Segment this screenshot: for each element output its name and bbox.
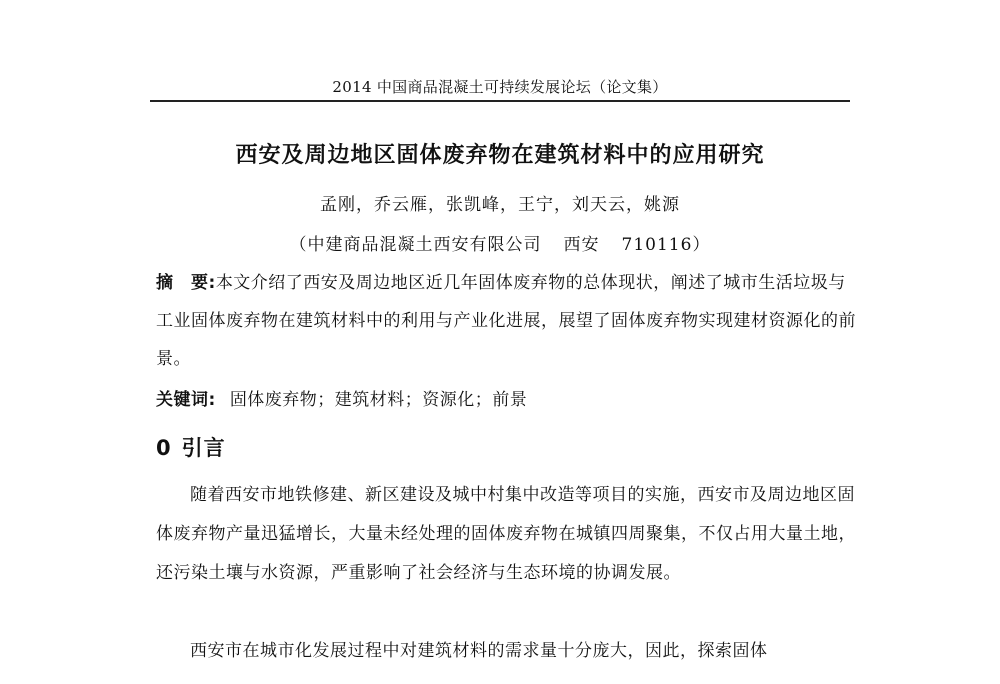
keywords: [156, 385, 856, 410]
section-number: 0: [156, 436, 172, 460]
affiliation-postcode: 710116）: [621, 235, 711, 255]
paper-title: 西安及周边地区固体废弃物在建筑材料中的应用研究: [235, 143, 765, 168]
abstract-label: 摘 要:: [156, 273, 216, 293]
abstract: [156, 264, 856, 378]
body-paragraph: 西安市在城市化发展过程中对建筑材料的需求量十分庞大，因此，探索固体: [190, 641, 768, 661]
abstract-text: 本文介绍了西安及周边地区近几年固体废弃物的总体现状，阐述了城市生活垃圾与工业固体废弃物在建筑材料中的利用与产业化进展，展望了固体废弃物实现建材资源化的前景。: [156, 273, 856, 369]
section-heading: [156, 432, 226, 462]
keywords-label: 关键词:: [156, 390, 216, 410]
running-header: 2014 中国商品混凝土可持续发展论坛（论文集）: [332, 78, 668, 96]
affiliation-city: 西安: [563, 235, 600, 255]
header-rule: [150, 100, 850, 102]
author-list: 孟刚，乔云雁，张凯峰，王宁，刘天云，姚源: [320, 195, 680, 215]
keywords-text: 固体废弃物；建筑材料；资源化；前景: [229, 390, 528, 410]
body-paragraph: 随着西安市地铁修建、新区建设及城中村集中改造等项目的实施，西安市及周边地区固体废弃物产量迅猛增长，大量未经处理的固体废弃物在城镇四周聚集，不仅占用大量土地，还污染土壤与水资源，严重影响了社会经济与生态环境的协调发展。: [156, 485, 856, 583]
affiliation-org: （中建商品混凝土西安有限公司: [289, 235, 542, 255]
affiliation: [150, 230, 850, 255]
section-title: 引言: [181, 436, 226, 460]
